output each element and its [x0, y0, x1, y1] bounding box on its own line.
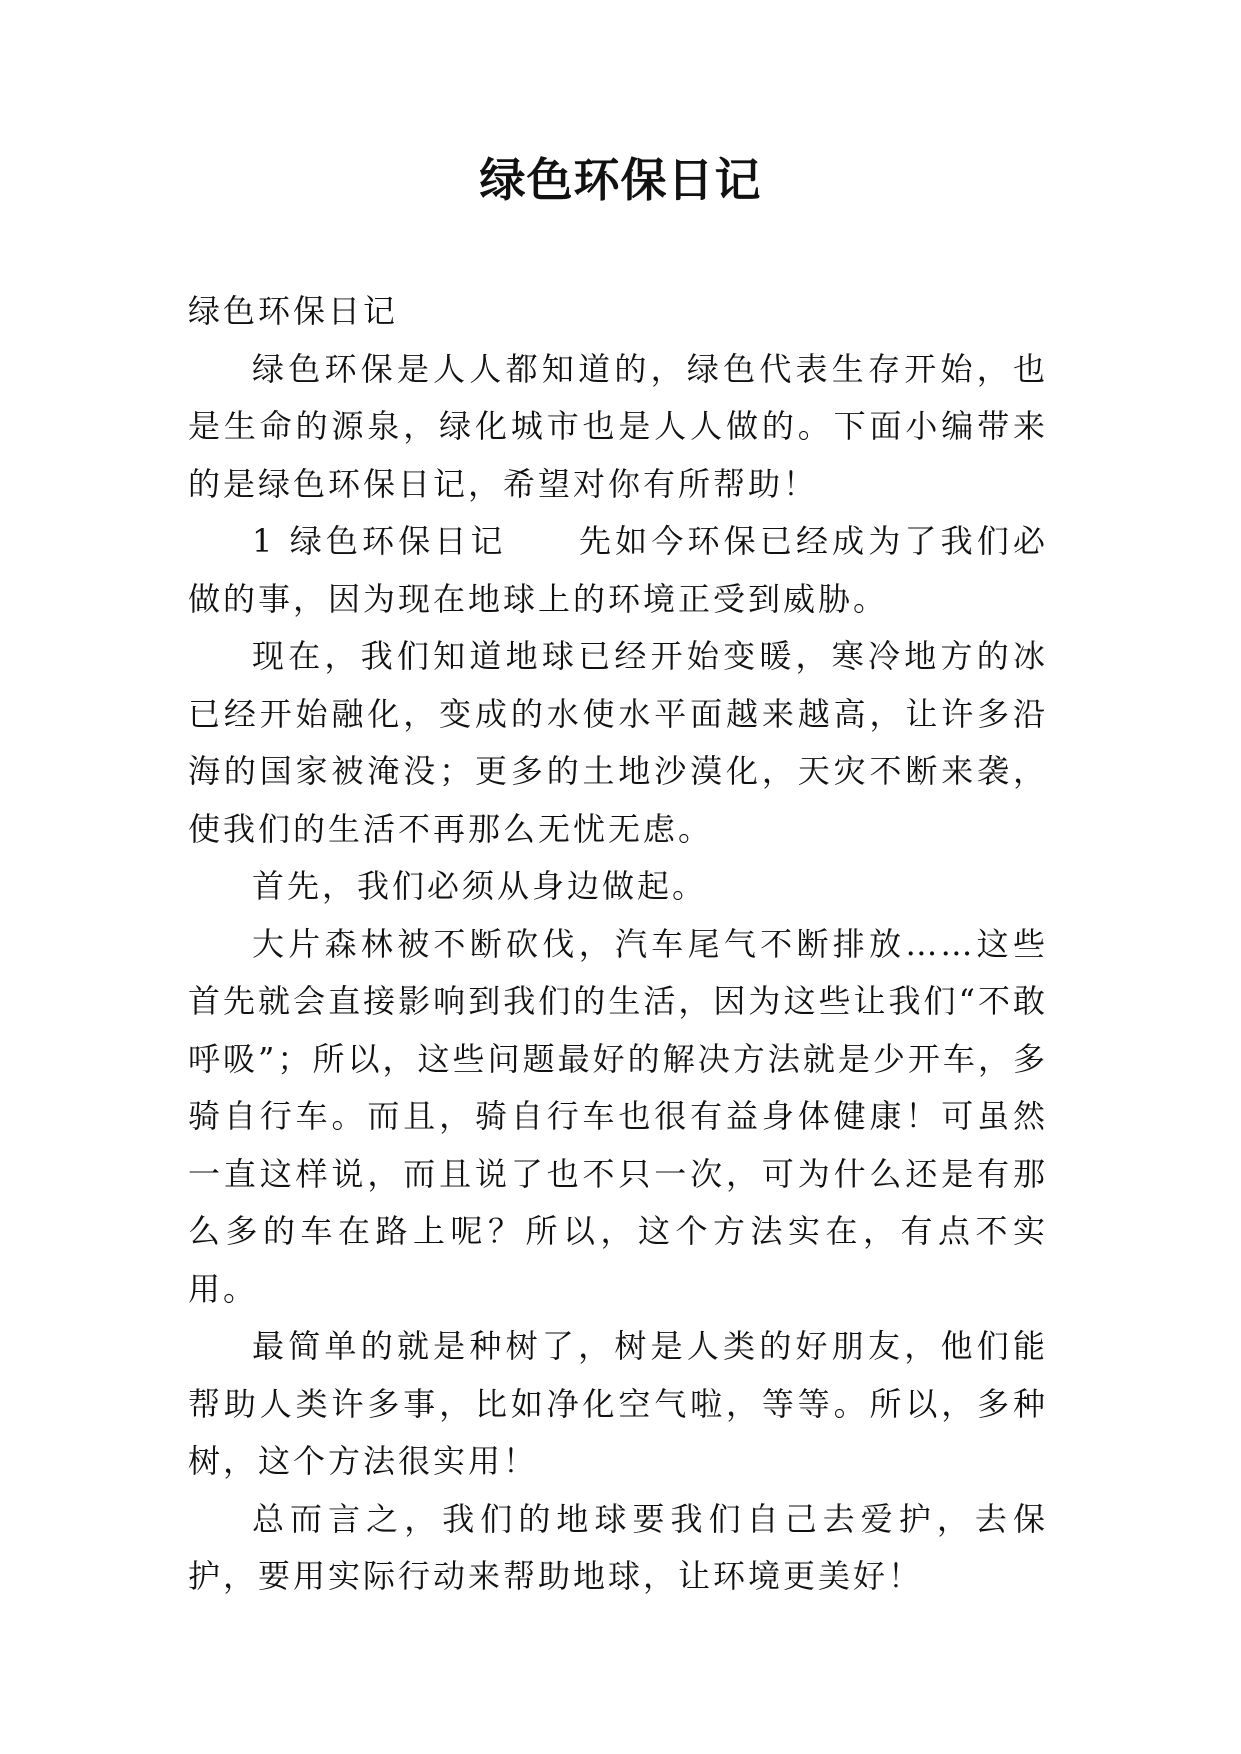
paragraph-2: 现在，我们知道地球已经开始变暖，寒冷地方的冰已经开始融化，变成的水使水平面越来越高，让许多沿海的国家被淹没；更多的土地沙漠化，天灾不断来袭，使我们的生活不再那么无忧无虑。 [188, 637, 1048, 848]
paragraph-intro: 绿色环保是人人都知道的，绿色代表生存开始，也是生命的源泉，绿化城市也是人人做的。下面小编带来的是绿色环保日记，希望对你有所帮助！ [188, 349, 1048, 503]
document-subtitle: 绿色环保日记 [188, 292, 399, 330]
paragraph-1: 1 绿色环保日记 先如今环保已经成为了我们必做的事，因为现在地球上的环境正受到威胁。 [188, 522, 1048, 618]
paragraph-5: 最简单的就是种树了，树是人类的好朋友，他们能帮助人类许多事，比如净化空气啦，等等。所以，多种树，这个方法很实用！ [188, 1327, 1048, 1480]
document-title: 绿色环保日记 [479, 153, 762, 207]
paragraph-4: 大片森林被不断砍伐，汽车尾气不断排放……这些首先就会直接影响到我们的生活，因为这些让我们“不敢呼吸”；所以，这些问题最好的解决方法就是少开车，多骑自行车。而且，骑自行车也很有益身体健康！可虽然一直这样说，而且说了也不只一次，可为什么还是有那么多的车在路上呢？所以，这个方法实在，有点不实用。 [188, 924, 1048, 1308]
document-body [188, 283, 1048, 1606]
paragraph-6: 总而言之，我们的地球要我们自己去爱护，去保护，要用实际行动来帮助地球，让环境更美好！ [188, 1499, 1048, 1595]
paragraph-3: 首先，我们必须从身边做起。 [252, 867, 708, 905]
